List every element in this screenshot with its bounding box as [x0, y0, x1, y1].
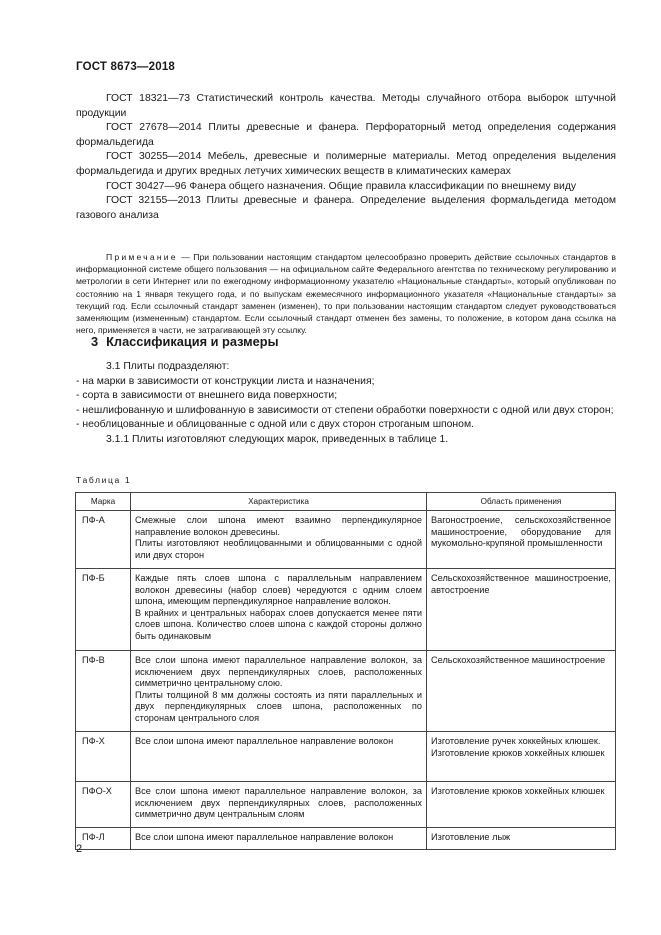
- references-note: [76, 251, 616, 336]
- cell-characteristic: [131, 782, 427, 828]
- cell-text: Смежные слои шпона имеют взаимно перпендикулярное направление волокон древесины.: [135, 515, 422, 537]
- cell-characteristic: [131, 511, 427, 569]
- cell-text: Плиты изготовляют необлицованными и облицованными с одной или двух сторон: [135, 538, 422, 560]
- classification-text: [76, 360, 616, 448]
- reference-item: ГОСТ 30255—2014 Мебель, древесные и полимерные материалы. Метод определения выделения формальдегида и других вредных летучих химических веществ в климатических камерах: [76, 151, 616, 177]
- table-row: [76, 651, 616, 732]
- classification-item: - сорта в зависимости от внешнего вида поверхности;: [76, 390, 338, 402]
- reference-item: ГОСТ 18321—73 Статистический контроль качества. Методы случайного отбора выборок штучной продукции: [76, 93, 616, 119]
- header-application: Область применения: [427, 493, 616, 511]
- table-caption: Таблица 1: [76, 475, 132, 485]
- cell-application: [427, 651, 616, 732]
- cell-text: Изготовление ручек хоккейных клюшек.: [431, 736, 601, 746]
- normative-references: [76, 92, 616, 223]
- cell-mark: ПФ-Х: [76, 732, 131, 782]
- reference-item: ГОСТ 32155—2013 Плиты древесные и фанера. Определение выделения формальдегида методом газового анализа: [76, 195, 616, 221]
- cell-text: Вагоностроение, сельскохозяйственное машиностроение, оборудование для мукомольно-крупяной промышленности: [431, 515, 611, 548]
- cell-text: Изготовление крюков хоккейных клюшек: [431, 786, 605, 796]
- cell-mark: ПФ-Б: [76, 569, 131, 651]
- reference-item: ГОСТ 30427—96 Фанера общего назначения. Общие правила классификации по внешнему виду: [106, 180, 577, 192]
- cell-application: [427, 569, 616, 651]
- header-characteristic: Характеристика: [131, 493, 427, 511]
- table-row: [76, 732, 616, 782]
- header-mark: Марка: [76, 493, 131, 511]
- cell-text: Изготовление крюков хоккейных клюшек: [431, 747, 605, 758]
- section-number: 3: [91, 334, 99, 349]
- reference-item: ГОСТ 27678—2014 Плиты древесные и фанера. Перфораторный метод определения содержания формальдегида: [76, 122, 616, 148]
- cell-text: Плиты толщиной 8 мм должны состоять из пяти параллельных и двух перпендикулярных слоев шпона, расположенных по сторонам центрального слоя: [135, 689, 422, 723]
- classification-item: - необлицованные и облицованные с одной или с двух сторон строганым шпоном.: [76, 419, 474, 431]
- cell-characteristic: [131, 732, 427, 782]
- cell-mark: ПФ-Л: [76, 828, 131, 850]
- table-row: [76, 782, 616, 828]
- cell-text: Каждые пять слоев шпона с параллельным направлением волокон древесины (набор слоев) чередуются с одним слоем шпона, имеющим перпендикулярное направление волокон.: [135, 573, 422, 606]
- cell-text: Сельскохозяйственное машиностроение: [431, 655, 606, 665]
- clause-3-1-1: 3.1.1 Плиты изготовляют следующих марок, приведенных в таблице 1.: [106, 433, 449, 445]
- clause-3-1: 3.1 Плиты подразделяют:: [106, 361, 230, 372]
- cell-application: [427, 511, 616, 569]
- page-number: 2: [76, 843, 83, 855]
- cell-characteristic: [131, 651, 427, 732]
- cell-application: [427, 732, 616, 782]
- cell-text: Все слои шпона имеют параллельное направление волокон, за исключением двух перпендикулярных слоев, расположенных симметрично центральному слою.: [135, 655, 422, 688]
- cell-application: [427, 828, 616, 850]
- cell-text: Все слои шпона имеют параллельное направление волокон: [135, 832, 394, 842]
- document-code: ГОСТ 8673—2018: [76, 61, 176, 73]
- classification-item: - на марки в зависимости от конструкции листа и назначения;: [76, 375, 375, 387]
- marks-table: [75, 492, 616, 850]
- cell-mark: ПФ-В: [76, 651, 131, 732]
- cell-text: Сельскохозяйственное машиностроение, автостроение: [431, 573, 611, 595]
- cell-mark: ПФ-А: [76, 511, 131, 569]
- table-row: [76, 569, 616, 651]
- table-row: [76, 828, 616, 850]
- note-text: — При пользовании настоящим стандартом целесообразно проверить действие ссылочных стандартов в информационной системе общего пользования — на официальном сайте Федерального агентства по техническому регулированию и метрологии в сети Интернет или по ежегодному информационному указателю «Национальные стандарты», который опубликован по состоянию на 1 января текущего года, и по выпускам ежемесячного информационного указателя «Национальные стандарты» за текущий год. Если ссылочный стандарт заменен (изменен), то при пользовании настоящим стандартом следует руководствоваться заменяющим (измененным) стандартом. Если ссылочный стандарт отменен без замены, то положение, в котором дана ссылка на него, применяется в части, не затрагивающей эту ссылку.: [76, 252, 616, 336]
- cell-text: Все слои шпона имеют параллельное направление волокон: [135, 736, 394, 746]
- cell-text: Все слои шпона имеют параллельное направление волокон, за исключением двух перпендикулярных слоев, расположенных симметрично двум центральным слоям: [135, 786, 422, 819]
- cell-text: Изготовление лыж: [431, 832, 511, 842]
- classification-item: - нешлифованную и шлифованную в зависимости от степени обработки поверхности с одной или двух сторон;: [76, 404, 614, 416]
- cell-application: [427, 782, 616, 828]
- cell-characteristic: [131, 569, 427, 651]
- section-heading: [91, 334, 279, 349]
- cell-mark: ПФО-Х: [76, 782, 131, 828]
- note-lead: Примечание: [106, 252, 178, 262]
- cell-characteristic: [131, 828, 427, 850]
- cell-text: В крайних и центральных наборах слоев допускается менее пяти слоев шпона. Количество слоев шпона с каждой стороны должно быть одинаковым: [135, 607, 422, 641]
- table-header-row: [76, 493, 616, 511]
- section-title: Классификация и размеры: [106, 334, 279, 349]
- table-row: [76, 511, 616, 569]
